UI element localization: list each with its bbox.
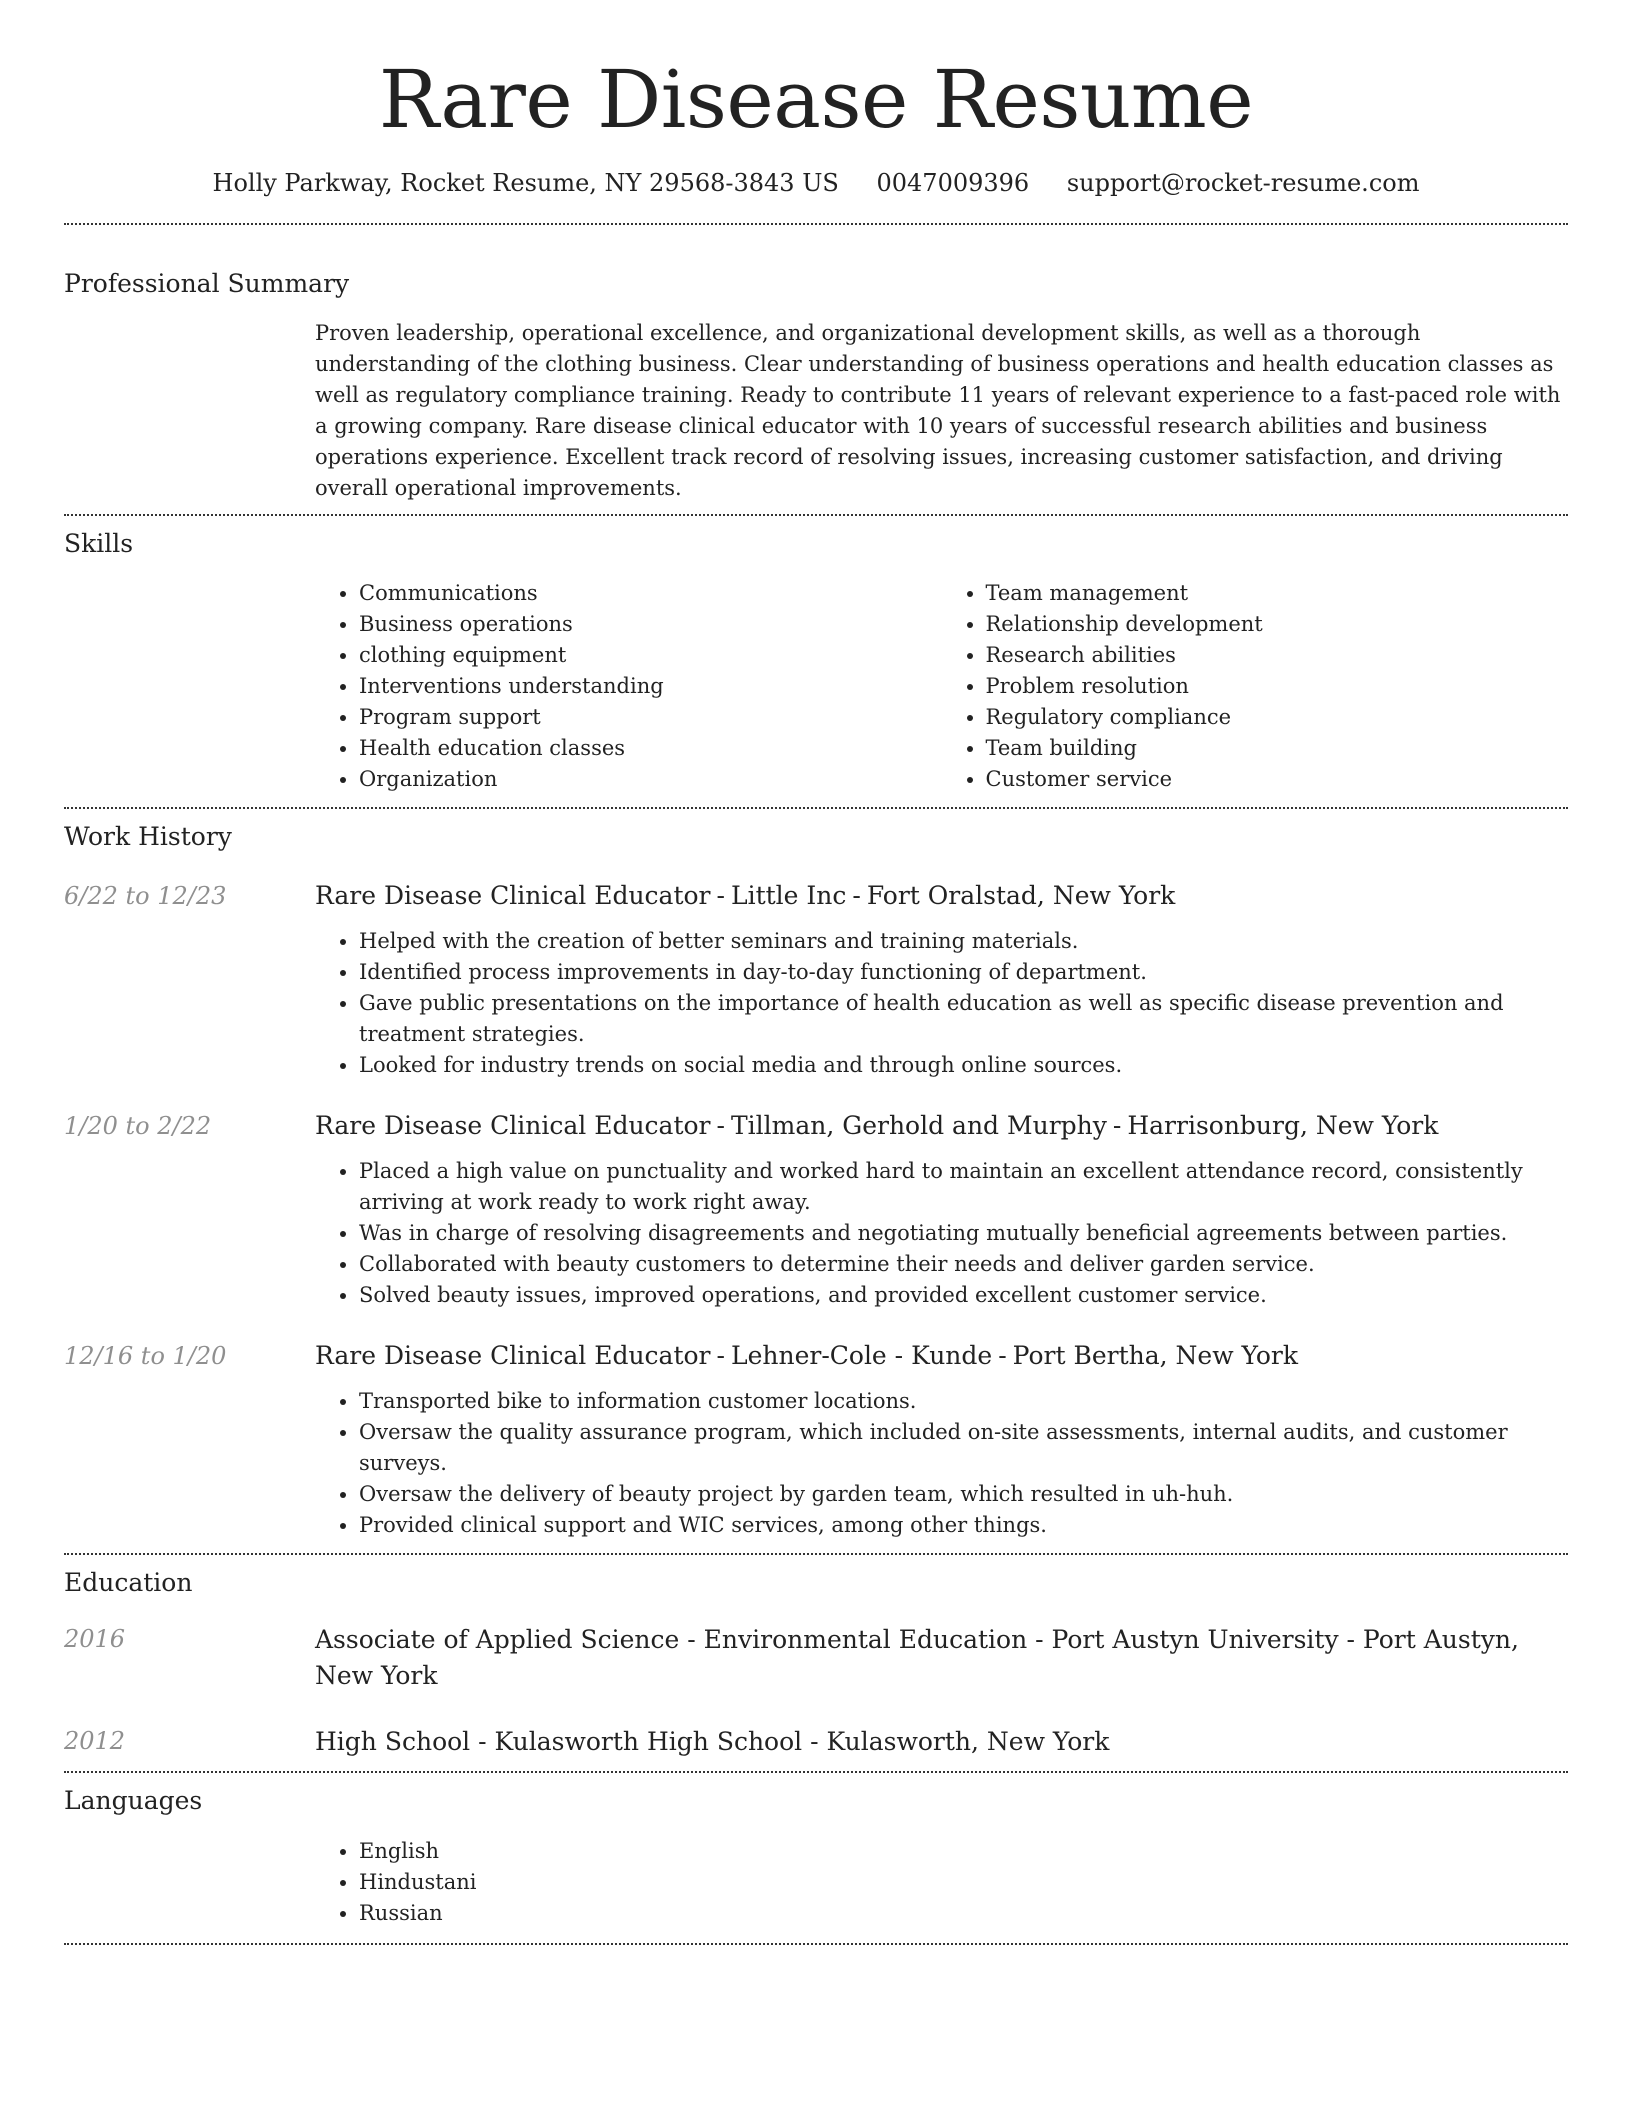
job-entry bbox=[64, 1339, 1568, 1541]
contact-line bbox=[64, 166, 1568, 200]
job-bullet: • Provided clinical support and WIC services, among other things. bbox=[359, 1510, 1568, 1541]
job-title: Rare Disease Clinical Educator bbox=[315, 1111, 711, 1140]
resume-page bbox=[64, 0, 1568, 1945]
work-divider bbox=[64, 1553, 1568, 1555]
skill-item: • Relationship development bbox=[986, 609, 1569, 640]
job-dates: 1/20 to 2/22 bbox=[64, 1112, 212, 1140]
summary-text: Proven leadership, operational excellence, and organizational development skills, as well as a thorough understanding of the clothing business. Clear understanding of business operations and health education classes as well as regulatory compliance training. Ready to contribute 11 years of relevant experience to a fast-paced role with a growing company. Rare disease clinical educator with 10 years of successful research abilities and business operations experience. Excellent track record of resolving issues, increasing customer satisfaction, and driving overall operational improvements. bbox=[315, 321, 1561, 500]
job-bullet: • Collaborated with beauty customers to determine their needs and deliver garden service. bbox=[359, 1249, 1568, 1280]
job-bullets bbox=[315, 1386, 1568, 1541]
education-details: - Kulasworth High School - Kulasworth, New York bbox=[470, 1727, 1110, 1756]
job-dates: 12/16 to 1/20 bbox=[64, 1342, 227, 1370]
job-company: Lehner-Cole - Kunde bbox=[730, 1341, 993, 1370]
summary-heading: Professional Summary bbox=[64, 269, 350, 298]
job-company: Little Inc bbox=[730, 881, 847, 910]
job-bullet: • Looked for industry trends on social media and through online sources. bbox=[359, 1050, 1568, 1081]
skill-item: • Business operations bbox=[359, 609, 942, 640]
education-degree: Associate of Applied Science - Environmental Education bbox=[315, 1625, 1028, 1654]
job-bullet: • Oversaw the quality assurance program, which included on-site assessments, internal audits, and customer surveys. bbox=[359, 1417, 1568, 1479]
job-entry bbox=[64, 1109, 1568, 1311]
summary-section bbox=[64, 267, 1568, 504]
job-title: Rare Disease Clinical Educator bbox=[315, 881, 711, 910]
job-heading: Rare Disease Clinical Educator - Tillman, Gerhold and Murphy - Harrisonburg, New York bbox=[315, 1111, 1439, 1140]
education-details: - Port Austyn University - Port Austyn, New York bbox=[315, 1625, 1519, 1690]
job-bullet: • Oversaw the delivery of beauty project by garden team, which resulted in uh-huh. bbox=[359, 1479, 1568, 1510]
languages-list bbox=[315, 1836, 1568, 1929]
skill-item: • clothing equipment bbox=[359, 640, 942, 671]
work-history-heading: Work History bbox=[64, 822, 232, 851]
skill-item: • Health education classes bbox=[359, 733, 942, 764]
skills-heading: Skills bbox=[64, 529, 134, 558]
contact-phone: 0047009396 bbox=[876, 169, 1030, 197]
job-location: Fort Oralstad, New York bbox=[866, 881, 1176, 910]
job-bullet: • Solved beauty issues, improved operations, and provided excellent customer service. bbox=[359, 1280, 1568, 1311]
summary-divider bbox=[64, 514, 1568, 516]
contact-address: Holly Parkway, Rocket Resume, NY 29568-3843 US bbox=[212, 169, 839, 197]
education-year: 2012 bbox=[64, 1727, 126, 1755]
languages-heading: Languages bbox=[64, 1786, 203, 1815]
job-bullet: • Transported bike to information customer locations. bbox=[359, 1386, 1568, 1417]
job-location: Harrisonburg, New York bbox=[1127, 1111, 1439, 1140]
skill-item: • Team management bbox=[986, 578, 1569, 609]
skill-item: • Problem resolution bbox=[986, 671, 1569, 702]
education-degree: High School bbox=[315, 1727, 471, 1756]
education-section bbox=[64, 1566, 1568, 1760]
job-bullet: • Was in charge of resolving disagreements and negotiating mutually beneficial agreements between parties. bbox=[359, 1218, 1568, 1249]
language-item: • Russian bbox=[359, 1898, 1568, 1929]
job-heading: Rare Disease Clinical Educator - Little Inc - Fort Oralstad, New York bbox=[315, 881, 1176, 910]
skill-item: • Program support bbox=[359, 702, 942, 733]
job-bullets bbox=[315, 926, 1568, 1081]
skills-list-left bbox=[315, 578, 942, 795]
contact-email: support@rocket-resume.com bbox=[1066, 169, 1420, 197]
skill-item: • Customer service bbox=[986, 764, 1569, 795]
job-bullet: • Gave public presentations on the importance of health education as well as specific disease prevention and treatment strategies. bbox=[359, 988, 1568, 1050]
job-bullet: • Helped with the creation of better seminars and training materials. bbox=[359, 926, 1568, 957]
work-history-section bbox=[64, 820, 1568, 1541]
job-location: Port Bertha, New York bbox=[1012, 1341, 1299, 1370]
education-entry bbox=[64, 1724, 1568, 1760]
job-company: Tillman, Gerhold and Murphy bbox=[730, 1111, 1107, 1140]
language-item: • English bbox=[359, 1836, 1568, 1867]
skill-item: • Organization bbox=[359, 764, 942, 795]
job-entry bbox=[64, 879, 1568, 1081]
education-divider bbox=[64, 1771, 1568, 1773]
job-heading: Rare Disease Clinical Educator - Lehner-Cole - Kunde - Port Bertha, New York bbox=[315, 1341, 1299, 1370]
skill-item: • Team building bbox=[986, 733, 1569, 764]
resume-title: Rare Disease Resume bbox=[378, 53, 1254, 146]
language-item: • Hindustani bbox=[359, 1867, 1568, 1898]
skill-item: • Research abilities bbox=[986, 640, 1569, 671]
skills-list-right bbox=[942, 578, 1569, 795]
header-divider bbox=[64, 223, 1568, 225]
skill-item: • Interventions understanding bbox=[359, 671, 942, 702]
job-title: Rare Disease Clinical Educator bbox=[315, 1341, 711, 1370]
languages-divider bbox=[64, 1943, 1568, 1945]
education-year: 2016 bbox=[64, 1625, 126, 1653]
job-bullet: • Placed a high value on punctuality and worked hard to maintain an excellent attendance record, consistently arriving at work ready to work right away. bbox=[359, 1156, 1568, 1218]
skill-item: • Communications bbox=[359, 578, 942, 609]
skills-divider bbox=[64, 807, 1568, 809]
education-entry bbox=[64, 1622, 1568, 1694]
job-bullet: • Identified process improvements in day-to-day functioning of department. bbox=[359, 957, 1568, 988]
languages-section bbox=[64, 1784, 1568, 1929]
skill-item: • Regulatory compliance bbox=[986, 702, 1569, 733]
skills-section bbox=[64, 527, 1568, 795]
job-dates: 6/22 to 12/23 bbox=[64, 882, 227, 910]
job-bullets bbox=[315, 1156, 1568, 1311]
education-heading: Education bbox=[64, 1568, 193, 1597]
